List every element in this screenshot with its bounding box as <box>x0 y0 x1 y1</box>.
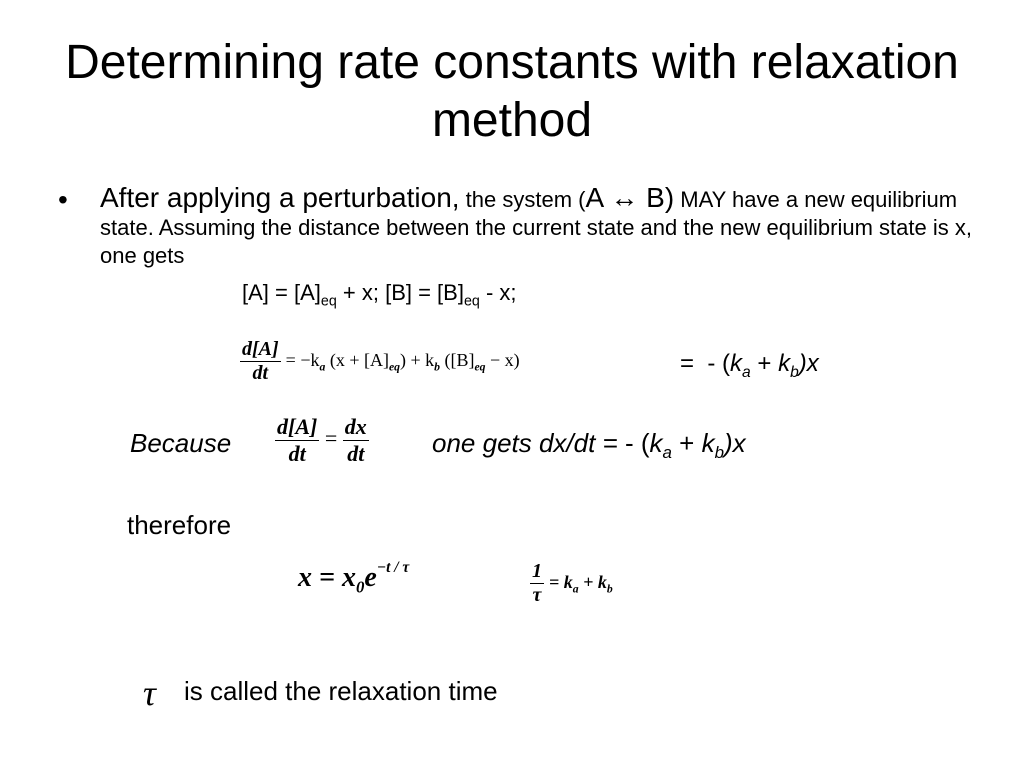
bullet-part2: the system ( <box>459 187 586 212</box>
relaxation-time-text: is called the relaxation time <box>184 676 498 706</box>
tau-symbol: τ <box>143 673 156 713</box>
rate-rhs: = $-k_a$ $(x + [A]_{eq}) + k_b$ $([B]_{eq} - x)$ <box>285 350 520 374</box>
bullet-part4: MAY have a new equilibrium state. Assuming the distance between the current state and the new equilibrium state is x, one gets <box>100 187 972 268</box>
tau-equation: $\frac{1}{\tau}$ = $k_a + k_b$ <box>532 560 613 606</box>
rate-result: = - $(k_a + k_b)x$ <box>680 350 819 381</box>
rate-equation <box>240 338 520 385</box>
therefore-label: therefore <box>127 510 232 540</box>
bullet-marker: • <box>58 184 68 215</box>
bullet-part3: A ↔ B) <box>585 182 675 213</box>
exponential-equation: $x = x_0e^{-t / \tau}$ <box>298 558 410 597</box>
bullet-part1: After applying a perturbation, <box>100 182 460 213</box>
concentration-equation: $[A] = [A]_{eq} + x$; $[B] = [B]_{eq} - x$; <box>242 280 517 310</box>
slide-title: Determining rate constants with relaxation method <box>65 36 959 147</box>
bullet-paragraph <box>100 184 980 270</box>
rate-fraction: $\frac{d[A]}{dt}$ <box>242 338 279 384</box>
because-equation: $\frac{d[A]}{dt}$ = $\frac{dx}{dt}$ <box>277 414 367 466</box>
because-label: Because <box>130 428 232 458</box>
because-result: one gets dx/dt = - $(k_a + k_b)x$ <box>432 428 746 463</box>
